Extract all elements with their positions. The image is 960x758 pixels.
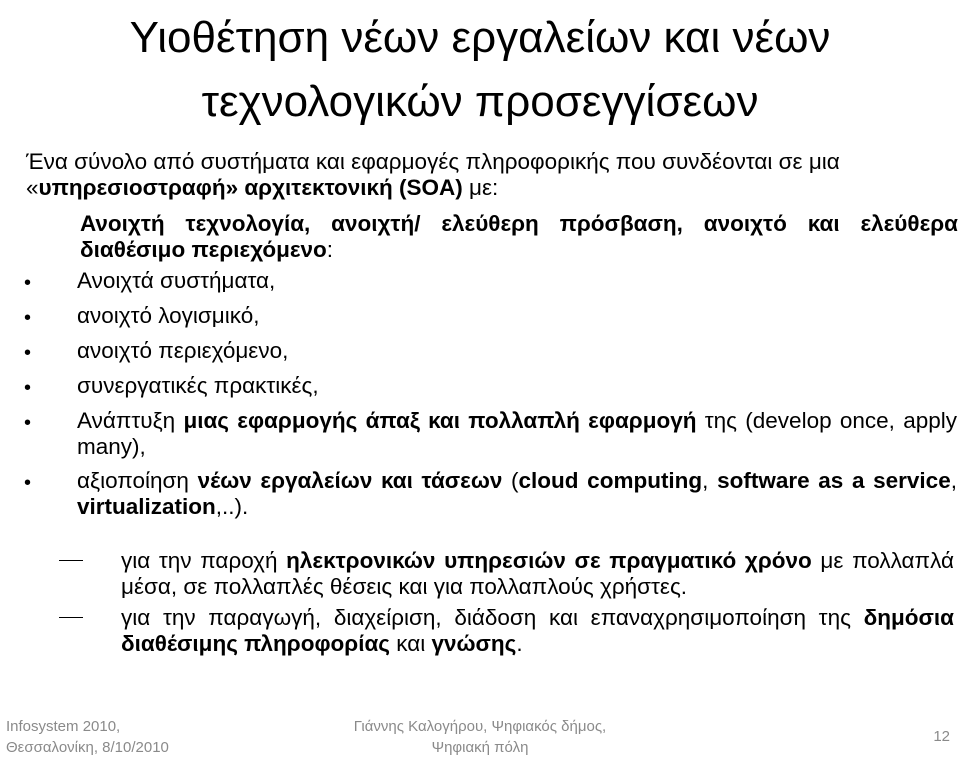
bullet-text: ανοιχτό περιεχόμενο, xyxy=(77,338,289,363)
title-line-2: τεχνολογικών προσεγγίσεων xyxy=(201,77,759,126)
dash-text-bold: γνώσης xyxy=(431,631,517,656)
intro-paragraph xyxy=(26,149,936,201)
virtualization-bold: virtualization xyxy=(77,494,216,519)
footer-conference-line-1: Infosystem 2010, xyxy=(6,718,121,735)
open-technology-bold: Ανοιχτή τεχνολογία, ανοιχτή/ ελεύθερη πρόσβαση, ανοιχτό και ελεύθερα διαθέσιμο περιεχόμενο xyxy=(80,211,958,262)
bullet-text-bold: νέων εργαλείων και τάσεων xyxy=(197,468,503,493)
dash-icon xyxy=(59,560,83,561)
bullet-icon: • xyxy=(24,472,32,494)
bullet-text-post: της (develop once, apply many), xyxy=(77,408,957,459)
cloud-computing-bold: cloud computing xyxy=(518,468,703,493)
page-number: 12 xyxy=(933,728,950,745)
footer-conference xyxy=(6,716,169,758)
dash-list xyxy=(0,548,960,662)
open-technology-paragraph xyxy=(80,211,958,263)
bullet-text: Ανοιχτά συστήματα, xyxy=(77,268,276,293)
dash-text-pre: για την παραγωγή, διαχείριση, διάδοση και επαναχρησιμοποίηση της xyxy=(121,605,864,630)
footer-author xyxy=(300,716,660,758)
bullet-text-pre: Ανάπτυξη xyxy=(77,408,184,433)
list-item xyxy=(0,303,959,329)
list-item xyxy=(0,548,954,600)
dash-text-pre: για την παροχή xyxy=(121,548,287,573)
bullet-icon: • xyxy=(24,377,32,399)
list-item xyxy=(0,605,954,657)
saas-bold: software as a service xyxy=(717,468,951,493)
list-item xyxy=(0,338,959,364)
title-line-1: Υιοθέτηση νέων εργαλείων και νέων xyxy=(129,13,831,62)
dash-text-post: με πολλαπλά μέσα, σε πολλαπλές θέσεις και για πολλαπλούς χρήστες. xyxy=(121,548,954,599)
dash-text-post: . xyxy=(516,631,523,656)
dash-text-bold: ηλεκτρονικών υπηρεσιών σε πραγματικό χρόνο xyxy=(286,548,812,573)
bullet-text: ανοιχτό λογισμικό, xyxy=(77,303,260,328)
bullet-text-mid: ( xyxy=(502,468,519,493)
list-item xyxy=(0,373,959,399)
bullet-text-pre: αξιοποίηση xyxy=(77,468,198,493)
bullet-icon: • xyxy=(24,342,32,364)
bullet-text: συνεργατικές πρακτικές, xyxy=(77,373,319,398)
bullet-icon: • xyxy=(24,272,32,294)
bullet-list xyxy=(0,268,960,520)
bullet-comma: , xyxy=(950,468,957,493)
intro-soa-bold: υπηρεσιοστραφή» αρχιτεκτονική (SOA) xyxy=(38,175,463,200)
bullet-comma: , xyxy=(702,468,718,493)
bullet-text-bold: μιας εφαρμογής άπαξ και πολλαπλή εφαρμογή xyxy=(183,408,697,433)
slide-title xyxy=(20,6,940,134)
intro-text-1: Ένα σύνολο από συστήματα και εφαρμογές πληροφορικής που συνδέονται σε μια « xyxy=(26,149,840,200)
list-item xyxy=(0,268,959,294)
intro-text-3: με: xyxy=(462,175,499,200)
dash-text-mid: και xyxy=(390,631,432,656)
footer-author-line-1: Γιάννης Καλογήρου, Ψηφιακός δήμος, xyxy=(353,718,607,735)
footer-conference-line-2: Θεσσαλονίκη, 8/10/2010 xyxy=(6,739,169,756)
footer-author-line-2: Ψηφιακή πόλη xyxy=(431,739,529,756)
dash-icon xyxy=(59,617,83,618)
list-item xyxy=(0,468,959,520)
dash-text-bold: δημόσια διαθέσιμης πληροφορίας xyxy=(121,605,954,656)
open-technology-tail: : xyxy=(326,237,334,262)
bullet-text-post: ,..). xyxy=(215,494,249,519)
list-item xyxy=(0,408,959,460)
bullet-icon: • xyxy=(24,307,32,329)
bullet-icon: • xyxy=(24,412,32,434)
